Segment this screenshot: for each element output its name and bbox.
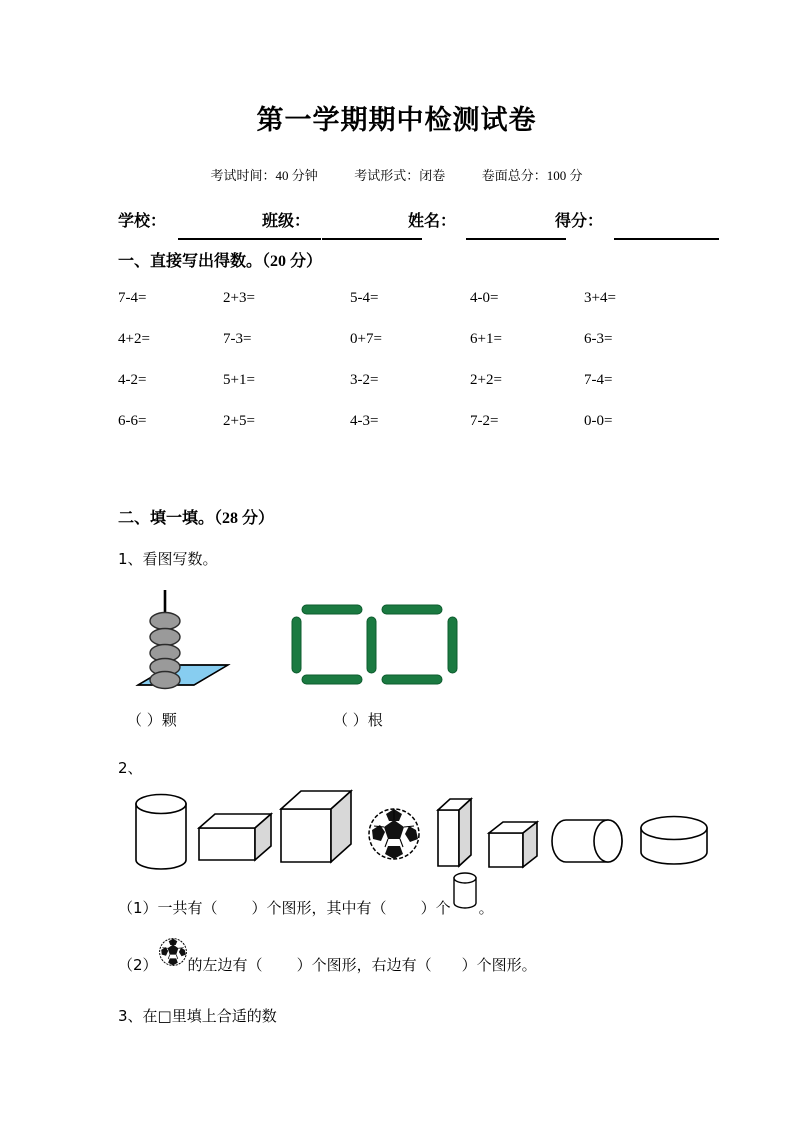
calc-problem[interactable]: 4-0= bbox=[470, 290, 499, 306]
field-score-input[interactable] bbox=[614, 238, 719, 240]
calc-problem[interactable]: 3+4= bbox=[584, 290, 616, 306]
abacus-bead bbox=[150, 629, 180, 646]
cuboid-tall-icon bbox=[435, 796, 475, 870]
stick bbox=[382, 605, 442, 614]
stick bbox=[382, 675, 442, 684]
section-one-title: 一、直接写出得数。 bbox=[118, 251, 263, 270]
exam-form-text: 考试形式：闭卷 bbox=[354, 168, 446, 183]
total-score-text: 卷面总分：100 分 bbox=[481, 168, 583, 183]
item-2-question-1 bbox=[118, 897, 494, 919]
section-two-points: （28 分） bbox=[214, 510, 275, 527]
item-3-prompt bbox=[118, 1005, 277, 1026]
cube-icon bbox=[278, 788, 354, 868]
q2-text-part-4: ）个图形。 bbox=[461, 956, 537, 974]
stick bbox=[367, 617, 376, 673]
calc-row bbox=[118, 331, 678, 372]
soccer-ball-icon bbox=[366, 806, 422, 862]
field-school bbox=[118, 208, 166, 242]
field-class bbox=[262, 208, 310, 242]
item-1-text: 看图写数。 bbox=[142, 550, 218, 568]
calc-problem[interactable]: 3-2= bbox=[350, 372, 379, 388]
field-class-input[interactable] bbox=[322, 238, 422, 240]
abacus-bead bbox=[150, 672, 180, 689]
calc-problem[interactable]: 6+1= bbox=[470, 331, 502, 347]
shape-sphere-soccer bbox=[366, 806, 422, 867]
exam-meta-line bbox=[0, 165, 793, 184]
cylinder-wide-icon bbox=[636, 814, 716, 870]
calc-row bbox=[118, 413, 678, 454]
calc-row bbox=[118, 372, 678, 413]
item-1-prompt bbox=[118, 548, 218, 569]
q2-text-part-1: （2） bbox=[118, 956, 158, 974]
section-one-points: （20 分） bbox=[262, 253, 323, 270]
item-2-number: 2、 bbox=[118, 759, 143, 777]
stick bbox=[448, 617, 457, 673]
abacus-bead bbox=[150, 613, 180, 630]
exam-time-text: 考试时间：40 分钟 bbox=[210, 168, 318, 183]
calc-row bbox=[118, 290, 678, 331]
calc-problem[interactable]: 5-4= bbox=[350, 290, 379, 306]
field-score-label: 得分： bbox=[555, 211, 604, 230]
inline-cylinder-icon bbox=[451, 892, 479, 908]
calc-problem[interactable]: 2+5= bbox=[223, 413, 255, 429]
q2-text-part-3: ）个图形，右边有（ bbox=[296, 956, 432, 974]
sticks-answer-blank[interactable]: （ ）根 bbox=[333, 711, 383, 729]
q1-text-part-2: ）个图形，其中有（ bbox=[251, 899, 387, 917]
item-2-question-2 bbox=[118, 954, 537, 976]
q1-text-part-3: ）个 bbox=[420, 899, 451, 917]
abacus-answer-blank[interactable]: （ ）颗 bbox=[127, 711, 177, 729]
cylinder-icon bbox=[130, 788, 192, 876]
calc-problem[interactable]: 2+2= bbox=[470, 372, 502, 388]
q1-text-part-4: 。 bbox=[478, 899, 494, 917]
item-3-number: 3、 bbox=[118, 1007, 143, 1025]
item-1-number: 1、 bbox=[118, 550, 143, 568]
shape-cylinder-wide bbox=[636, 814, 716, 875]
inline-soccer-ball-icon bbox=[158, 953, 188, 971]
calc-problem[interactable]: 5+1= bbox=[223, 372, 255, 388]
shape-cube-large bbox=[278, 788, 354, 873]
calc-problem[interactable]: 0-0= bbox=[584, 413, 613, 429]
calc-problem[interactable]: 7-4= bbox=[118, 290, 147, 306]
calc-problem[interactable]: 0+7= bbox=[350, 331, 382, 347]
abacus-icon bbox=[120, 585, 240, 705]
section-one-heading bbox=[118, 248, 322, 271]
field-school-label: 学校： bbox=[118, 211, 167, 230]
field-name-label: 姓名： bbox=[408, 211, 457, 230]
cube-small-icon bbox=[486, 819, 540, 871]
calc-problem[interactable]: 6-6= bbox=[118, 413, 147, 429]
calc-problem[interactable]: 6-3= bbox=[584, 331, 613, 347]
soccer-ball-icon bbox=[158, 937, 188, 967]
stick bbox=[302, 605, 362, 614]
field-score bbox=[555, 208, 603, 242]
field-name-input[interactable] bbox=[466, 238, 566, 240]
sticks-illustration bbox=[290, 595, 460, 695]
field-name bbox=[408, 208, 456, 242]
cuboid-icon bbox=[197, 810, 275, 866]
section-two-heading bbox=[118, 505, 274, 528]
section-two-title: 二、填一填。 bbox=[118, 508, 215, 527]
cylinder-horizontal-icon bbox=[548, 816, 628, 866]
calc-problem[interactable]: 4-3= bbox=[350, 413, 379, 429]
shape-cuboid-tall bbox=[435, 796, 475, 875]
page-title: 第一学期期中检测试卷 bbox=[256, 105, 537, 136]
abacus-illustration bbox=[120, 585, 240, 710]
stick bbox=[292, 617, 301, 673]
calc-problem[interactable]: 7-3= bbox=[223, 331, 252, 347]
counting-sticks-icon bbox=[290, 595, 460, 690]
q2-text-part-2: 的左边有（ bbox=[187, 956, 263, 974]
calc-problem[interactable]: 4-2= bbox=[118, 372, 147, 388]
shape-cuboid-flat bbox=[197, 810, 275, 871]
calc-problem[interactable]: 4+2= bbox=[118, 331, 150, 347]
stick bbox=[302, 675, 362, 684]
shape-cylinder-upright bbox=[130, 788, 192, 881]
item-3-text: 在□里填上合适的数 bbox=[142, 1007, 277, 1025]
cylinder-icon bbox=[451, 870, 479, 914]
shape-cylinder-horizontal bbox=[548, 816, 628, 871]
arithmetic-problem-grid bbox=[118, 290, 678, 454]
q1-text-part-1: （1）一共有（ bbox=[118, 899, 218, 917]
calc-problem[interactable]: 2+3= bbox=[223, 290, 255, 306]
shape-cube-small bbox=[486, 819, 540, 876]
calc-problem[interactable]: 7-2= bbox=[470, 413, 499, 429]
calc-problem[interactable]: 7-4= bbox=[584, 372, 613, 388]
student-info-row bbox=[118, 208, 718, 248]
field-class-label: 班级： bbox=[262, 211, 311, 230]
